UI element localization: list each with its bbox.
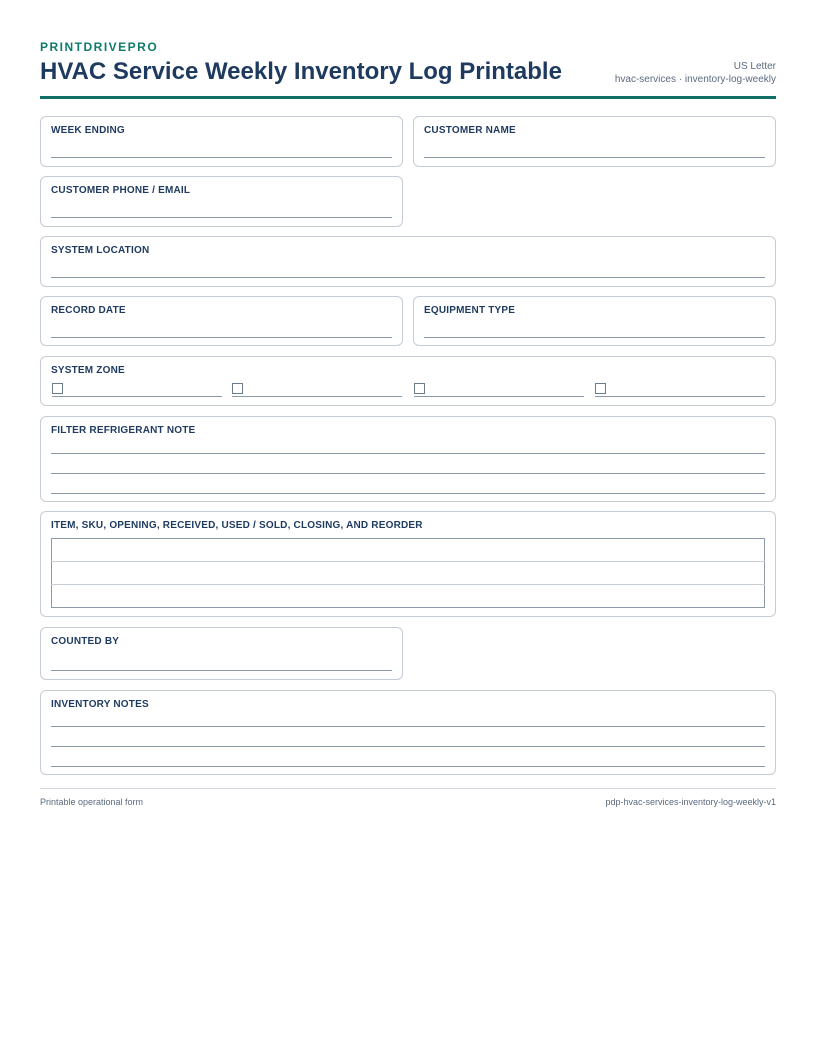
table-cell[interactable] <box>52 539 765 562</box>
system-location-field[interactable] <box>40 236 776 287</box>
brand-logo-text: PRINTDRIVEPRO <box>40 40 159 54</box>
record-date-field[interactable] <box>40 296 403 346</box>
system-zone-option-1[interactable] <box>52 383 222 397</box>
form-slug: hvac-services · inventory-log-weekly <box>614 74 776 85</box>
system-zone-option-line <box>232 396 402 397</box>
table-cell[interactable] <box>52 585 765 608</box>
equipment-type-input-line[interactable] <box>424 337 765 338</box>
week-ending-field[interactable] <box>40 116 403 167</box>
system-location-input-line[interactable] <box>51 277 765 278</box>
page-title: HVAC Service Weekly Inventory Log Printable <box>40 58 562 85</box>
customer-contact-field[interactable] <box>40 176 403 227</box>
system-zone-option-line <box>52 396 222 397</box>
filter-refrigerant-note-label: FILTER REFRIGERANT NOTE <box>51 425 196 436</box>
inventory-notes-label: INVENTORY NOTES <box>51 699 149 710</box>
system-location-label: SYSTEM LOCATION <box>51 245 150 256</box>
inventory-table-label: ITEM, SKU, OPENING, RECEIVED, USED / SOLD, CLOSING, AND REORDER <box>51 520 423 531</box>
table-row[interactable] <box>52 585 765 608</box>
counted-by-label: COUNTED BY <box>51 636 120 647</box>
checkbox-icon[interactable] <box>595 383 606 394</box>
record-date-input-line[interactable] <box>51 337 392 338</box>
header-rule <box>40 96 776 99</box>
counted-by-input-line[interactable] <box>51 670 392 671</box>
filter-refrigerant-note-field[interactable] <box>40 416 776 502</box>
note-line[interactable] <box>51 766 765 767</box>
inventory-table-section <box>40 511 776 617</box>
customer-name-label: CUSTOMER NAME <box>424 125 516 136</box>
note-line[interactable] <box>51 746 765 747</box>
week-ending-input-line[interactable] <box>51 157 392 158</box>
customer-name-field[interactable] <box>413 116 776 167</box>
system-zone-option-line <box>595 396 765 397</box>
footer-rule <box>40 788 776 789</box>
inventory-notes-field[interactable] <box>40 690 776 775</box>
note-line[interactable] <box>51 493 765 494</box>
paper-size: US Letter <box>733 61 776 72</box>
equipment-type-field[interactable] <box>413 296 776 346</box>
footer-form-id: pdp-hvac-services-inventory-log-weekly-v1 <box>605 797 776 807</box>
system-zone-option-4[interactable] <box>595 383 765 397</box>
table-row[interactable] <box>52 562 765 585</box>
table-cell[interactable] <box>52 562 765 585</box>
note-line[interactable] <box>51 473 765 474</box>
customer-name-input-line[interactable] <box>424 157 765 158</box>
system-zone-field <box>40 356 776 406</box>
week-ending-label: WEEK ENDING <box>51 125 125 136</box>
record-date-label: RECORD DATE <box>51 305 126 316</box>
checkbox-icon[interactable] <box>414 383 425 394</box>
system-zone-option-3[interactable] <box>414 383 584 397</box>
note-line[interactable] <box>51 726 765 727</box>
checkbox-icon[interactable] <box>232 383 243 394</box>
note-line[interactable] <box>51 453 765 454</box>
inventory-table <box>51 538 765 608</box>
system-zone-option-2[interactable] <box>232 383 402 397</box>
checkbox-icon[interactable] <box>52 383 63 394</box>
counted-by-field[interactable] <box>40 627 403 680</box>
system-zone-option-line <box>414 396 584 397</box>
page-meta <box>615 60 776 86</box>
system-zone-label: SYSTEM ZONE <box>51 365 125 376</box>
footer-caption: Printable operational form <box>40 797 144 807</box>
equipment-type-label: EQUIPMENT TYPE <box>424 305 516 316</box>
table-row[interactable] <box>52 539 765 562</box>
customer-contact-label: CUSTOMER PHONE / EMAIL <box>51 185 191 196</box>
customer-contact-input-line[interactable] <box>51 217 392 218</box>
